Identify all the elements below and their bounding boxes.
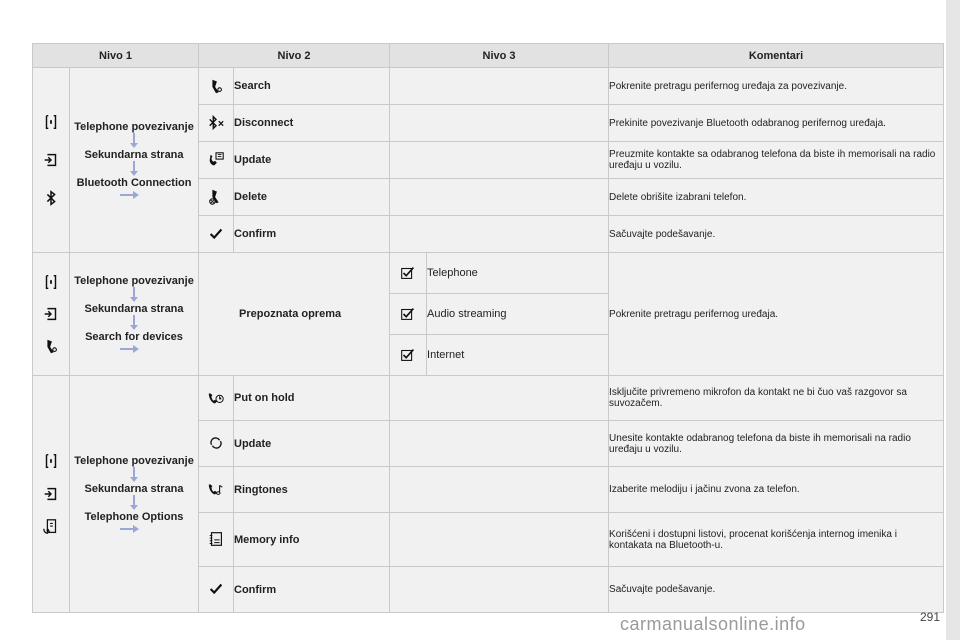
page-number: 291 — [919, 610, 940, 624]
down-arrow-icon — [129, 495, 139, 511]
row-icon-cell — [199, 105, 234, 142]
nivo3-empty — [390, 142, 609, 179]
nivo3-empty — [390, 376, 609, 421]
row-icon-cell — [199, 179, 234, 216]
back-icon — [33, 304, 69, 324]
header-nivo1: Nivo 1 — [33, 44, 199, 68]
checkbox-checked-icon — [399, 346, 417, 364]
comment: Sačuvajte podešavanje. — [609, 216, 944, 253]
update-phone-icon — [207, 151, 225, 169]
bluetooth-icon — [33, 188, 69, 208]
comment: Delete obrišite izabrani telefon. — [609, 179, 944, 216]
comment: Pokrenite pretragu perifernog uređaja za povezivanje. — [609, 68, 944, 105]
nivo3-empty — [390, 567, 609, 613]
check-icon — [207, 225, 225, 243]
nivo3-empty — [390, 179, 609, 216]
header-komentari: Komentari — [609, 44, 944, 68]
nivo3-empty — [390, 421, 609, 467]
nivo2-label: Update — [234, 421, 390, 467]
comment: Unesite kontakte odabranog telefona da biste ih memorisali na radio uređaju u vozilu. — [609, 421, 944, 467]
table-row — [33, 253, 944, 294]
memory-icon — [207, 530, 225, 548]
refresh-icon — [207, 434, 225, 452]
flow-node-secondary: Sekundarna strana — [84, 302, 184, 315]
nivo1-flow — [70, 376, 199, 613]
comment: Pokrenite pretragu perifernog uređaja. — [609, 253, 944, 376]
nivo1-flow — [70, 68, 199, 253]
row-icon-cell — [199, 567, 234, 613]
table-row — [33, 376, 944, 421]
option-icon-cell — [390, 253, 427, 294]
nivo2-label: Update — [234, 142, 390, 179]
check-icon — [207, 580, 225, 598]
table-row — [33, 68, 944, 105]
bluetooth-disconnect-icon — [207, 114, 225, 132]
right-arrow-icon — [120, 524, 140, 534]
nivo3-empty — [390, 513, 609, 567]
option-label: Internet — [427, 335, 609, 376]
down-arrow-icon — [129, 133, 139, 149]
nivo1-icons — [33, 376, 70, 613]
down-arrow-icon — [129, 315, 139, 331]
right-arrow-icon — [120, 190, 140, 200]
nivo3-empty — [390, 467, 609, 513]
search-phone-icon — [33, 336, 69, 356]
back-icon — [33, 484, 69, 504]
option-label: Telephone — [427, 253, 609, 294]
phone-screen-icon — [33, 112, 69, 132]
comment: Preuzmite kontakte sa odabranog telefona da biste ih memorisali na radio uređaju u vozilu. — [609, 142, 944, 179]
row-icon-cell — [199, 68, 234, 105]
back-icon — [33, 150, 69, 170]
comment: Isključite privremeno mikrofon da kontakt ne bi čuo vaš razgovor sa suvozačem. — [609, 376, 944, 421]
settings-table — [32, 43, 944, 613]
row-icon-cell — [199, 513, 234, 567]
header-nivo2: Nivo 2 — [199, 44, 390, 68]
header-row — [33, 44, 944, 68]
comment: Korišćeni i dostupni listovi, procenat korišćenja internog imenika i kontakata na Bluetooth-u. — [609, 513, 944, 567]
row-icon-cell — [199, 216, 234, 253]
comment: Sačuvajte podešavanje. — [609, 567, 944, 613]
nivo2-label: Confirm — [234, 567, 390, 613]
nivo1-flow — [70, 253, 199, 376]
down-arrow-icon — [129, 161, 139, 177]
option-label: Audio streaming — [427, 294, 609, 335]
flow-node-options: Telephone Options — [84, 510, 184, 523]
comment: Prekinite povezivanje Bluetooth odabranog perifernog uređaja. — [609, 105, 944, 142]
nivo2-label: Delete — [234, 179, 390, 216]
checkbox-checked-icon — [399, 264, 417, 282]
nivo3-empty — [390, 68, 609, 105]
option-icon-cell — [390, 335, 427, 376]
flow-node-secondary: Sekundarna strana — [84, 482, 184, 495]
nivo2-label: Confirm — [234, 216, 390, 253]
option-icon-cell — [390, 294, 427, 335]
flow-node-telephone: Telephone povezivanje — [74, 274, 194, 287]
nivo1-icons — [33, 68, 70, 253]
nivo2-label: Memory info — [234, 513, 390, 567]
flow-node-search: Search for devices — [85, 330, 183, 343]
row-icon-cell — [199, 376, 234, 421]
right-edge-bar — [946, 0, 960, 640]
hold-icon — [207, 389, 225, 407]
nivo3-empty — [390, 105, 609, 142]
flow-node-telephone: Telephone povezivanje — [74, 454, 194, 467]
nivo2-label: Put on hold — [234, 376, 390, 421]
checkbox-checked-icon — [399, 305, 417, 323]
search-phone-icon — [207, 77, 225, 95]
row-icon-cell — [199, 421, 234, 467]
row-icon-cell — [199, 142, 234, 179]
down-arrow-icon — [129, 287, 139, 303]
flow-node-secondary: Sekundarna strana — [84, 148, 184, 161]
ringtone-icon — [207, 480, 225, 498]
phone-screen-icon — [33, 451, 69, 471]
header-nivo3: Nivo 3 — [390, 44, 609, 68]
row-icon-cell — [199, 467, 234, 513]
nivo1-icons — [33, 253, 70, 376]
flow-node-bluetooth: Bluetooth Connection — [76, 176, 192, 189]
down-arrow-icon — [129, 467, 139, 483]
watermark: carmanualsonline.info — [620, 614, 806, 634]
nivo3-empty — [390, 216, 609, 253]
delete-phone-icon — [207, 188, 225, 206]
nivo2-label: Prepoznata oprema — [199, 253, 390, 376]
phone-screen-icon — [33, 272, 69, 292]
phone-options-icon — [33, 517, 69, 537]
nivo2-label: Disconnect — [234, 105, 390, 142]
nivo2-label: Ringtones — [234, 467, 390, 513]
nivo2-label: Search — [234, 68, 390, 105]
flow-node-telephone: Telephone povezivanje — [74, 120, 194, 133]
comment: Izaberite melodiju i jačinu zvona za telefon. — [609, 467, 944, 513]
right-arrow-icon — [120, 344, 140, 354]
